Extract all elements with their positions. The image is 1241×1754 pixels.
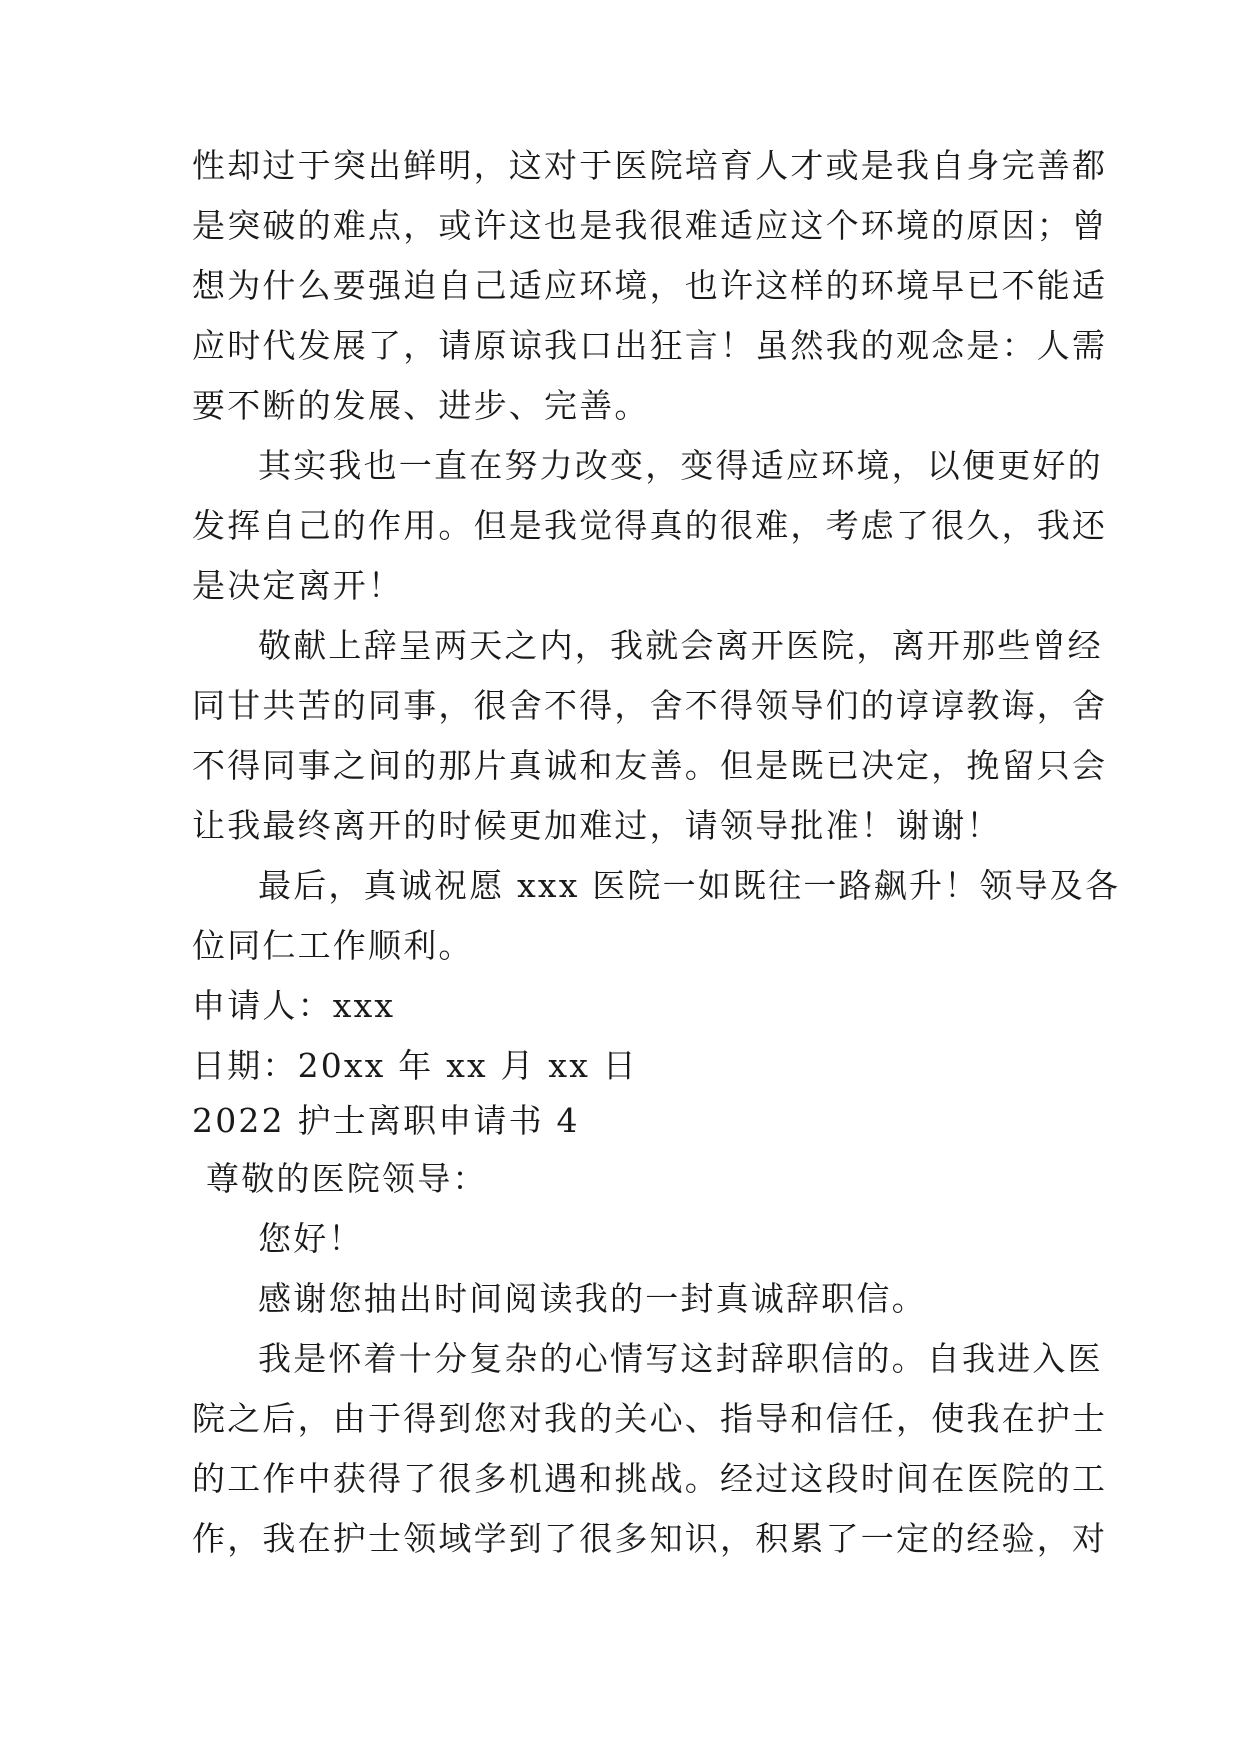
paragraph-line: 位同仁工作顺利。	[192, 926, 474, 965]
date-line: 日期：20xx 年 xx 月 xx 日	[192, 1046, 638, 1085]
paragraph-line: 最后，真诚祝愿 xxx 医院一如既往一路飙升！领导及各	[258, 866, 1121, 905]
paragraph-line: 同甘共苦的同事，很舍不得，舍不得领导们的谆谆教诲，舍	[192, 686, 1108, 725]
paragraph-line: 作，我在护士领域学到了很多知识，积累了一定的经验，对	[192, 1519, 1108, 1558]
section-title: 2022 护士离职申请书 4	[192, 1101, 580, 1140]
paragraph-line: 让我最终离开的时候更加难过，请领导批准！谢谢！	[192, 806, 1002, 845]
paragraph-line: 应时代发展了，请原谅我口出狂言！虽然我的观念是：人需	[192, 326, 1108, 365]
paragraph-line: 其实我也一直在努力改变，变得适应环境，以便更好的	[258, 446, 1103, 485]
paragraph-line: 想为什么要强迫自己适应环境，也许这样的环境早已不能适	[192, 266, 1108, 305]
paragraph-line: 发挥自己的作用。但是我觉得真的很难，考虑了很久，我还	[192, 506, 1108, 545]
paragraph-line: 敬献上辞呈两天之内，我就会离开医院，离开那些曾经	[258, 626, 1103, 665]
salutation: 尊敬的医院领导：	[206, 1159, 488, 1198]
paragraph-line: 的工作中获得了很多机遇和挑战。经过这段时间在医院的工	[192, 1459, 1108, 1498]
applicant-line: 申请人：xxx	[192, 986, 396, 1025]
paragraph-line: 我是怀着十分复杂的心情写这封辞职信的。自我进入医	[258, 1339, 1103, 1378]
greeting: 您好！	[258, 1219, 364, 1258]
paragraph-line: 是突破的难点，或许这也是我很难适应这个环境的原因；曾	[192, 206, 1108, 245]
paragraph-line: 感谢您抽出时间阅读我的一封真诚辞职信。	[258, 1279, 927, 1318]
paragraph-line: 院之后，由于得到您对我的关心、指导和信任，使我在护士	[192, 1399, 1108, 1438]
paragraph-line: 不得同事之间的那片真诚和友善。但是既已决定，挽留只会	[192, 746, 1108, 785]
paragraph-line: 是决定离开！	[192, 566, 404, 605]
paragraph-line: 性却过于突出鲜明，这对于医院培育人才或是我自身完善都	[192, 146, 1108, 185]
paragraph-line: 要不断的发展、进步、完善。	[192, 386, 650, 425]
